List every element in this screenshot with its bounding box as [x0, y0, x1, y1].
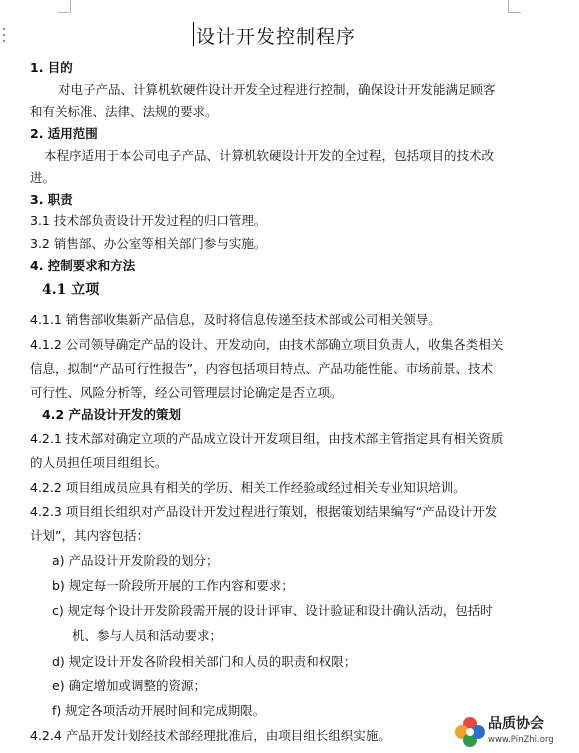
text-cursor: [193, 22, 194, 46]
document-title[interactable]: 设计开发控制程序: [196, 26, 357, 48]
margin-marker-top-right: [508, 0, 521, 13]
section-2-text-line2[interactable]: 进。: [30, 170, 56, 185]
section-4-2-3-line1[interactable]: 4.2.3 项目组长组织对产品设计开发过程进行策划，根据策划结果编写“产品设计开发: [30, 504, 498, 519]
section-4-2-4[interactable]: 4.2.4 产品开发计划经技术部经理批准后，由项目组长组织实施。: [30, 728, 391, 743]
section-4-1-heading[interactable]: 4.1 立项: [42, 282, 100, 298]
flower-icon: [455, 717, 485, 747]
section-4-heading[interactable]: 4. 控制要求和方法: [30, 258, 136, 273]
list-item-f[interactable]: f) 规定各项活动开展时间和完成期限。: [52, 703, 266, 718]
section-4-2-1-line1[interactable]: 4.2.1 技术部对确定立项的产品成立设计开发项目组，由技术部主管指定具有相关资质: [30, 431, 504, 446]
list-item-c-line2[interactable]: 机、参与人员和活动要求；: [72, 628, 223, 643]
section-3-2[interactable]: 3.2 销售部、办公室等相关部门参与实施。: [30, 236, 267, 251]
section-4-2-heading[interactable]: 4.2 产品设计开发的策划: [42, 407, 181, 422]
ruler-dots: [3, 28, 5, 46]
section-2-text-line1[interactable]: 本程序适用于本公司电子产品、计算机软硬设计开发的全过程，包括项目的技术改: [44, 148, 495, 163]
list-item-b[interactable]: b) 规定每一阶段所开展的工作内容和要求；: [52, 578, 294, 593]
section-4-2-2[interactable]: 4.2.2 项目组成员应具有相关的学历、相关工作经验或经过相关专业知识培训。: [30, 480, 466, 495]
list-item-c-line1[interactable]: c) 规定每个设计开发阶段需开展的设计评审、设计验证和设计确认活动，包括时: [52, 603, 493, 618]
section-4-1-2-line1[interactable]: 4.1.2 公司领导确定产品的设计、开发动向，由技术部确立项目负责人，收集各类相关: [30, 337, 504, 352]
section-1-heading[interactable]: 1. 目的: [30, 60, 73, 75]
section-4-1-2-line2[interactable]: 信息，拟制“产品可行性报告”，内容包括项目特点、产品功能性能、市场前景、技术: [30, 361, 493, 376]
watermark-url: www.PinZhi.org: [488, 735, 554, 745]
section-4-2-1-line2[interactable]: 的人员担任项目组组长。: [30, 455, 168, 470]
section-3-1[interactable]: 3.1 技术部负责设计开发过程的归口管理。: [30, 213, 267, 228]
margin-marker-top-left: [58, 0, 71, 13]
list-item-a[interactable]: a) 产品设计开发阶段的划分；: [52, 553, 219, 568]
watermark-brand: 品质协会: [488, 716, 544, 732]
list-item-d[interactable]: d) 规定设计开发各阶段相关部门和人员的职责和权限；: [52, 654, 357, 669]
section-1-text-line2[interactable]: 和有关标准、法律、法规的要求。: [30, 104, 218, 119]
section-3-heading[interactable]: 3. 职责: [30, 192, 73, 207]
section-2-heading[interactable]: 2. 适用范围: [30, 126, 98, 141]
section-4-2-3-line2[interactable]: 计划”，其内容包括：: [30, 528, 149, 543]
list-item-e[interactable]: e) 确定增加或调整的资源；: [52, 678, 207, 693]
section-1-text-line1[interactable]: 对电子产品、计算机软硬件设计开发全过程进行控制，确保设计开发能满足顾客: [58, 82, 496, 97]
section-4-1-2-line3[interactable]: 可行性、风险分析等，经公司管理层讨论确定是否立项。: [30, 385, 343, 400]
section-4-1-1[interactable]: 4.1.1 销售部收集新产品信息，及时将信息传递至技术部或公司相关领导。: [30, 312, 441, 327]
